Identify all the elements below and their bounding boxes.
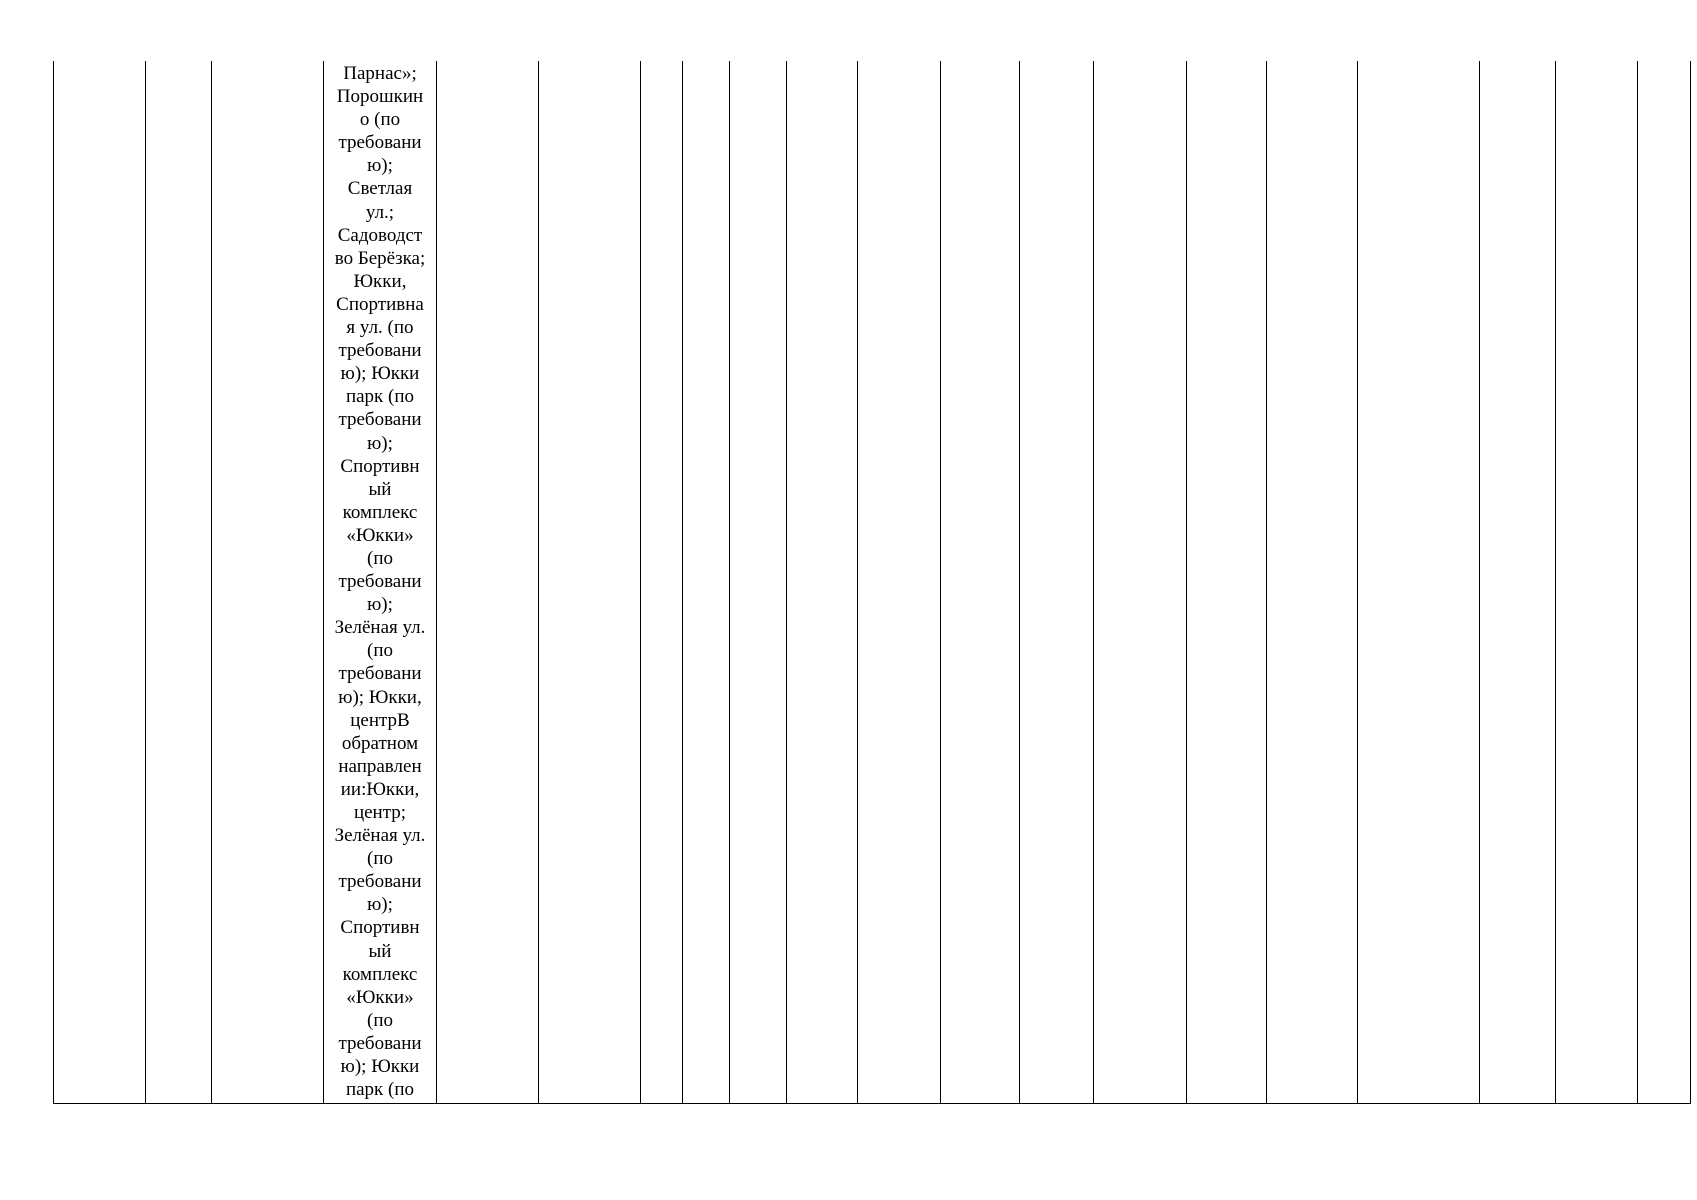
table-cell	[1480, 61, 1556, 1104]
route-stop-line: центр;	[353, 802, 407, 823]
table-cell	[1267, 61, 1358, 1104]
route-stop-line: Спортивн	[340, 455, 420, 477]
route-stop-line: ый	[368, 478, 392, 500]
route-stop-line: (по	[367, 640, 393, 662]
route-stop-line: ю); Юкки	[340, 363, 420, 385]
route-stop-line: (по	[367, 848, 393, 870]
route-stop-line: требовани	[338, 663, 422, 685]
route-stop-line: ю); Юкки,	[338, 686, 422, 708]
route-stop-line: во Берёзка;	[334, 247, 426, 269]
table-cell	[730, 61, 787, 1104]
route-stop-line: Зелёная ул.	[334, 617, 426, 639]
table-cell	[683, 61, 730, 1104]
table-row	[54, 61, 1691, 1104]
route-stop-line: (по	[367, 1009, 393, 1031]
route-stop-line: (по	[367, 547, 393, 569]
route-stop-line: «Юкки»	[346, 986, 414, 1008]
route-stop-line: парк (по	[345, 386, 415, 408]
route-stops-cell	[324, 61, 437, 1104]
route-stop-line: Спортивна	[336, 293, 424, 315]
route-stop-line: я ул. (по	[346, 317, 414, 339]
table-cell	[1556, 61, 1638, 1104]
table-cell	[146, 61, 212, 1104]
route-stop-line: ю);	[367, 594, 393, 616]
route-stop-line: ю);	[367, 894, 393, 916]
table-cell	[787, 61, 858, 1104]
route-stop-line: требовани	[338, 132, 422, 154]
route-stop-line: парк (по	[345, 1079, 415, 1101]
route-stop-line: Парнас»;	[343, 63, 417, 84]
route-stop-line: направлен	[338, 755, 422, 777]
route-stop-line: ю);	[367, 155, 393, 177]
table-cell	[437, 61, 539, 1104]
route-stop-line: Порошкин	[336, 86, 424, 108]
route-stop-line: Светлая	[347, 178, 413, 200]
route-stop-line: «Юкки»	[346, 524, 414, 546]
route-stop-line: требовани	[338, 1032, 422, 1054]
route-stop-line: требовани	[338, 409, 422, 431]
route-stop-line: требовани	[338, 340, 422, 362]
table-cell	[858, 61, 941, 1104]
route-stop-line: ул.;	[365, 201, 395, 223]
route-stop-line: комплекс	[342, 963, 418, 985]
route-stop-line: Садоводст	[337, 224, 423, 246]
table-cell	[539, 61, 641, 1104]
table-cell	[212, 61, 324, 1104]
route-stop-line: требовани	[338, 871, 422, 893]
table-cell	[1187, 61, 1267, 1104]
route-table	[53, 61, 1691, 1104]
table-cell	[1094, 61, 1187, 1104]
route-stop-line: ю); Юкки	[340, 1056, 420, 1078]
table-cell	[1638, 61, 1691, 1104]
route-stop-line: требовани	[338, 571, 422, 593]
route-stop-line: Юкки,	[353, 270, 407, 292]
route-stops-list	[324, 62, 436, 1101]
table-cell	[1020, 61, 1094, 1104]
route-stop-line: комплекс	[342, 501, 418, 523]
table-cell	[941, 61, 1020, 1104]
route-stop-line: центрВ	[350, 709, 410, 731]
table-cell	[54, 61, 146, 1104]
route-stop-line: ый	[368, 940, 392, 962]
table-cell	[1358, 61, 1480, 1104]
route-stop-line: Спортивн	[340, 917, 420, 939]
route-stop-line: ии:Юкки,	[340, 778, 420, 800]
route-stop-line: о (по	[359, 109, 401, 131]
route-stop-line: Зелёная ул.	[334, 825, 426, 847]
table-cell	[641, 61, 683, 1104]
route-stop-line: обратном	[341, 732, 419, 754]
route-stop-line: ю);	[367, 432, 393, 454]
